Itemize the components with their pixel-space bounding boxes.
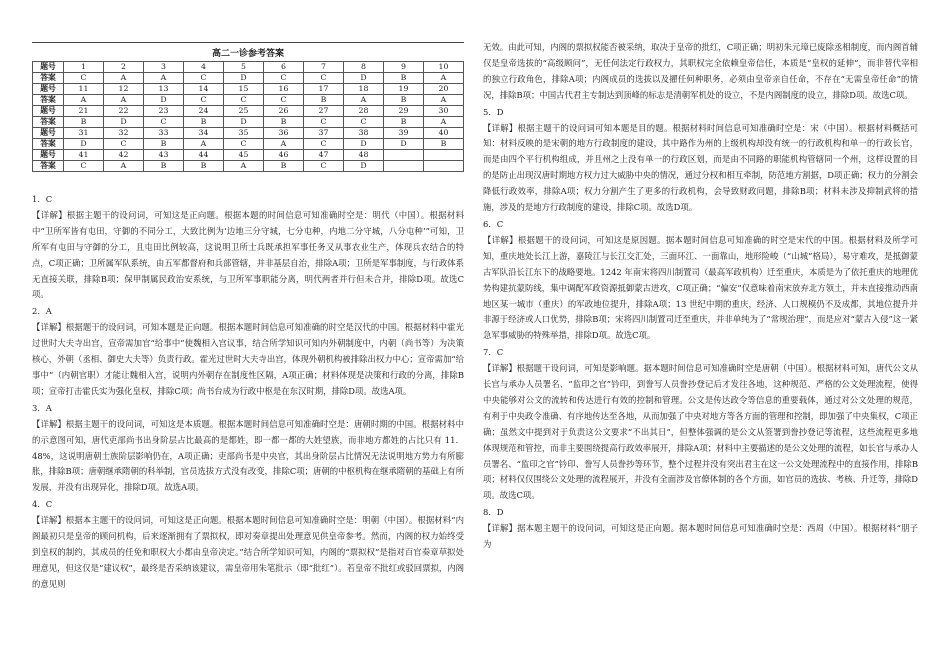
table-cell: B [264,161,304,172]
row-label: 题号 [33,84,64,95]
table-cell: B [384,117,424,128]
question-number: 6．C [483,218,504,229]
question-number: 5．D [483,106,504,117]
table-cell [424,161,464,172]
table-cell: 14 [184,84,224,95]
table-cell [424,150,464,161]
table-cell: 6 [264,62,304,73]
explanation-text: 【详解】根据题干的设问词，可知这是原因题。据本题时间信息可知准确的时空是宋代的中国。根据材料及所学可知，重庆地处长江上游，嘉陵江与长江交汇处，三面环江、一面靠山，地形险峻（“山城”格局），易守难攻，是抵御蒙古军队沿长江东下的战略要地。1242 年南宋将四川制置司（最高军政机构）迁至重庆，本质是为了依托重庆的地理优势构建抗蒙防线，集中调配军政资源抵御蒙古进攻，C项正确；“偏安”仅意味着南宋放弃北方领土，并未直接推动西南地区某一城市（重庆）的军政地位提升，排除A项；13 世纪中期的重庆，经济、人口规模仍不及成都，其地位提升并非源于经济或人口优势，排除B项；宋将四川制置司迁至重庆，并非单纯为了“常规治理”，而是应对“蒙古入侵”这一紧急军事威胁的特殊举措，排除D项。故选C项。 [483,234,918,341]
table-cell: A [144,73,184,84]
table-cell: B [144,139,184,150]
table-cell: D [104,117,144,128]
table-cell: 10 [424,62,464,73]
question-number: 2．A [32,306,52,317]
table-cell: 24 [184,106,224,117]
table-cell: 34 [184,128,224,139]
table-cell: C [144,117,184,128]
table-cell: C [104,139,144,150]
table-row [33,106,464,117]
table-cell: 28 [344,106,384,117]
question-number: 8．D [483,507,504,518]
row-label: 题号 [33,62,64,73]
table-cell: C [344,117,384,128]
table-cell: 33 [144,128,184,139]
explanation-text: 【详解】据本题主题干的设问词，可知这是正向题。据本题时间信息可知准确时空是：西周（中国）。根据材料“朋子为 [483,523,918,550]
table-cell: D [384,139,424,150]
table-cell: D [344,73,384,84]
table-cell: 2 [104,62,144,73]
table-cell: C [64,73,104,84]
table-row [33,150,464,161]
table-cell: 15 [224,84,264,95]
table-row [33,84,464,95]
table-cell: A [224,161,264,172]
table-row [33,139,464,150]
row-label: 题号 [33,128,64,139]
table-cell: 16 [264,84,304,95]
row-label: 答案 [33,161,64,172]
table-cell: B [184,117,224,128]
table-cell: 46 [264,150,304,161]
table-cell: C [264,73,304,84]
table-cell: A [424,117,464,128]
table-cell: 12 [104,84,144,95]
table-cell: 35 [224,128,264,139]
table-cell: 41 [64,150,104,161]
explanation-text: 【详解】根据题干的设问词，可知本题是正向题。根据本题时间信息可知准确的时空是汉代的中国。根据材料中霍光过世时大夫寺出宫，宣帝需加官“给事中”使魏相入宫议事，结合所学知识可知内外朝制度中，内朝（尚书等）为决策核心，外朝（丞相、御史大夫等）负责行政。霍光过世时大夫寺出宫，体现外朝机构被排除出权力中心；宣帝需加“给事中”（内朝官职）才能让魏相入宫，说明内外朝存在制度性区隔，A项正确；材料体现是决策和行政的分离，排除B项；宣帝打击霍氏实为强化皇权，排除C项；尚书台成为行政中枢是在东汉时期，排除D项。故选A项。 [32,322,464,396]
table-cell: 45 [224,150,264,161]
table-row [33,117,464,128]
table-cell: D [344,161,384,172]
row-label: 答案 [33,73,64,84]
table-cell: D [144,95,184,106]
table-cell: 36 [264,128,304,139]
table-row [33,73,464,84]
right-explanations [483,40,918,553]
table-cell: A [264,139,304,150]
table-cell: B [304,95,344,106]
table-cell: 11 [64,84,104,95]
table-cell: A [104,73,144,84]
table-row [33,161,464,172]
table-cell: 19 [384,84,424,95]
table-cell: 39 [384,128,424,139]
table-cell: 25 [224,106,264,117]
table-cell: 32 [104,128,144,139]
table-cell: A [64,95,104,106]
table-cell: 9 [384,62,424,73]
table-cell: C [224,95,264,106]
explanation-text: 【详解】根据题干设问词，可知是影响题。据本题时间信息可知准确时空是唐朝（中国）。根据材料可知，唐代公文从长官与承办人员署名、“监印之官”钤印，到誊写人员誊抄登记后才发往各地，这种规范、严格的公文处理流程，使得中央能够对公文的流转和传达进行有效的控制和管理。公文是传达政令等信息的重要载体，通过对公文处理的规范，有利于中央政令准确、有序地传达至各地，从而加强了中央对地方等各方面的管理和控制，即加强了中央集权，C项正确；虽然文中提到对于负责这公文要求“不出其日”，但整体强调的是公文从签署到誊抄登记等流程，这些流程更多地体现规范和管控，而非主要围绕提高行政效率展开，排除A项；材料中主要描述的是公文处理的流程，如长官与承办人员署名、“监印之官”钤印、誊写人员誊抄等环节，整个过程并没有突出君主在这一公文处理流程中的直接作用，排除B项；材料仅仅围绕公文处理的流程展开，并没有全面涉及官僚体制的各个方面，如官员的选拔、考核、升迁等，排除D项。故选C项。 [483,363,918,501]
explanation-text: 【详解】根据本主题干的设问词，可知这是正向题。根据本题时间信息可知准确时空是：明朝（中国）。根据材料“内阁最初只是皇帝的顾问机构，后来逐渐拥有了票拟权，即对奏章提出处理意见供皇帝参考。然而，内阁的权力始终受到皇权的制约，其成员的任免和职权大小都由皇帝决定。”结合所学知识可知，内阁的“票拟权”是指对百官奏章草拟处理意见，但这仅是“建议权”，最终是否采纳该建议，需皇帝用朱笔批示（即“批红”）。若皇帝不批红或驳回票拟，内阁的意见则 [32,515,464,589]
table-cell: 27 [304,106,344,117]
row-label: 答案 [33,95,64,106]
table-cell: B [384,73,424,84]
table-row [33,62,464,73]
left-explanations [32,192,464,593]
table-cell: 29 [384,106,424,117]
table-cell: 21 [64,106,104,117]
answer-table [32,61,464,172]
header-rule [32,42,464,43]
table-cell: 43 [144,150,184,161]
table-cell: B [64,117,104,128]
table-cell: 23 [144,106,184,117]
explanation-text: 无效。由此可知，内阁的票拟权能否被采纳，取决于皇帝的批红，C项正确；明初朱元璋已废除丞相制度，而内阁首辅仅是皇帝选拔的“高级顾问”，无任何法定行政权力，其职权完全依赖皇帝信任，本质是“皇权的延伸”，而非替代宰相的独立行政角色，排除A项；内阁成员的选拔以及擢任何种职务，必须由皇帝亲自任命，不存在“无需皇帝任命”的情况，排除B项；中国古代君主专制达到顶峰的标志是清朝军机处的设立，不是内阁制度的设立，排除D项。故选C项。 [483,42,918,100]
table-cell: 4 [184,62,224,73]
table-cell: 20 [424,84,464,95]
table-cell: C [304,73,344,84]
table-cell: 31 [64,128,104,139]
table-cell [384,150,424,161]
table-cell: 44 [184,150,224,161]
table-cell: C [184,73,224,84]
table-cell: C [184,95,224,106]
table-cell: A [424,73,464,84]
table-cell: 42 [104,150,144,161]
table-cell: 48 [344,150,384,161]
row-label: 答案 [33,117,64,128]
table-cell: 5 [224,62,264,73]
table-cell: C [224,139,264,150]
table-cell: D [64,139,104,150]
table-cell: C [304,117,344,128]
table-cell: B [424,139,464,150]
table-cell: 37 [304,128,344,139]
table-cell: 17 [304,84,344,95]
table-cell: 13 [144,84,184,95]
explanation-text: 【详解】根据主题干的设问词可知本题是目的题。根据材料时间信息可知准确时空是：宋（中国）。根据材料概括可知：材料反映的是宋朝的地方行政制度的建设，其中路作为州的上级机构却没有统一的行政机构和单一的行政长官，而是由四个平行机构组成，并且州之上没有单一的行政区划，而是由不同路的职能机构管辖同一个州，这样设置的目的是防止出现汉唐时期地方权力过大威胁中央的情况，通过分权和相互牵制，防范地方割据，D项正确；权力的分割会降低行政效率，排除A项；权力分割产生了更多的行政机构，会导致财政问题，排除B项；材料未涉及抑制武将的措施，涉及的是地方行政制度的建设，排除C项。故选D项。 [483,122,918,213]
question-number: 3．A [32,402,52,413]
question-number: 4．C [32,499,53,510]
explanation-text: 【详解】根据主题干的设问词，可知这是本质题。根据本题时间信息可知准确时空是：唐朝时期的中国。根据材料中的示意图可知，唐代吏部尚书出身阶层占比最高的是都姓，即一都一都的大姓望族，而非地方都姓的占比只有 11．48%，这说明唐朝士族阶层影响仍在，A项正确；吏部尚书是中央官，其出身阶层占比情况无法说明地方势力有所膨胀，排除B项；唐朝继承隋朝的科举制，官员选拔方式没有改变，排除C项；唐朝的中枢机构在继承隋朝的基础上有所发展，并没有出现异化，排除D项。故选A项。 [32,418,464,493]
table-cell: 18 [344,84,384,95]
table-cell: 7 [304,62,344,73]
left-column [32,48,464,593]
table-row [33,95,464,106]
table-cell: 40 [424,128,464,139]
table-cell: A [104,95,144,106]
table-cell: D [224,117,264,128]
table-row [33,128,464,139]
table-cell: C [64,161,104,172]
table-cell: B [144,161,184,172]
table-cell: 30 [424,106,464,117]
table-cell: C [264,95,304,106]
table-cell: C [304,139,344,150]
table-cell: A [424,95,464,106]
row-label: 题号 [33,106,64,117]
table-cell: 22 [104,106,144,117]
table-cell: B [384,95,424,106]
table-cell: 1 [64,62,104,73]
row-label: 题号 [33,150,64,161]
table-cell: A [184,139,224,150]
explanation-text: 【详解】根据主题干的设问词，可知这是正向题。根据本题的时间信息可知准确时空是：明代（中国）。根据材料中“卫所军皆有屯田，守御的不同分工，大致比例为‘边地三分守城，七分屯种，内地二分守城，八分屯种’”可知，卫所军有屯田与守御的分工，且屯田比例较高，这说明卫所士兵既承担军事任务又从事农业生产，体现兵农结合的特点，C项正确；卫所属军队系统，由五军都督府和兵部管辖，并非基层自治，排除A项；卫所是军事制度，与行政体系无直接关联，排除B项；保甲制属民政治安系统，与卫所军事职能分离，明代两者并行但未合并，排除D项。故选C项。 [32,209,464,300]
table-cell: A [104,161,144,172]
row-label: 答案 [33,139,64,150]
table-cell: B [184,161,224,172]
table-cell: A [344,95,384,106]
question-number: 7．C [483,347,504,358]
table-cell: D [344,139,384,150]
table-cell: 3 [144,62,184,73]
right-column [483,40,918,553]
table-cell: 8 [344,62,384,73]
table-cell: C [304,161,344,172]
table-cell: 26 [264,106,304,117]
table-cell: 47 [304,150,344,161]
table-cell: B [264,117,304,128]
question-number: 1．C [32,194,53,204]
table-cell [384,161,424,172]
table-cell: 38 [344,128,384,139]
page-title: 高二一诊参考答案 [211,49,284,59]
table-cell: D [224,73,264,84]
